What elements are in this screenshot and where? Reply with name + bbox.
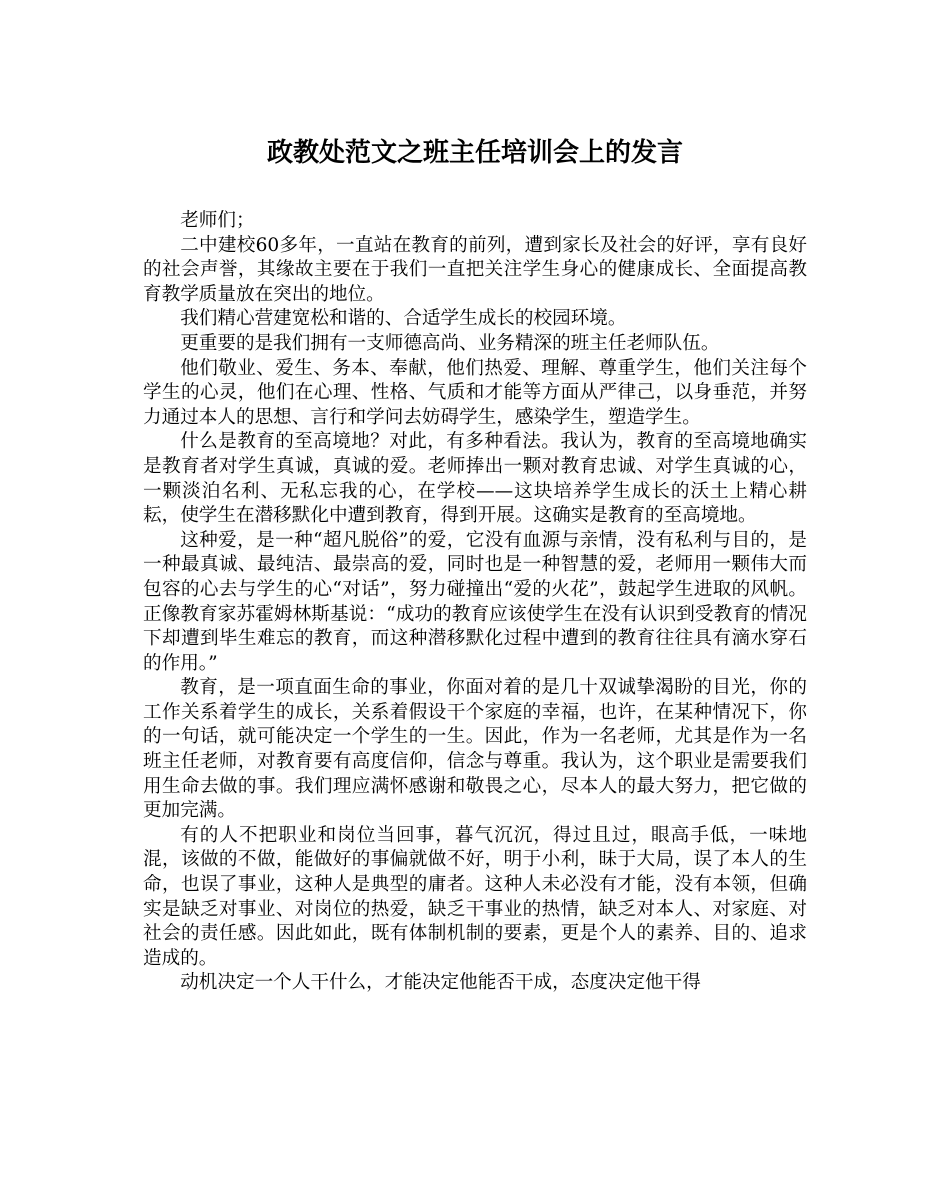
paragraph-greeting: 老师们； (180, 210, 255, 231)
paragraph: 我们精心营建宽松和谐的、合适学生成长的校园环境。 (180, 308, 627, 330)
paragraph: 二中建校60多年，一直站在教育的前列，遭到家长及社会的好评，享有良好的社会声誉，其缘故主要在于我们一直把关注学生身心的健康成长、全面提高教育教学质量放在突出的地位。 (143, 234, 807, 305)
paragraph: 动机决定一个人干什么，才能决定他能否干成，态度决定他干得 (180, 972, 701, 994)
paragraph: 教育，是一项直面生命的事业，你面对着的是几十双诚挚渴盼的目光，你的工作关系着学生的成长，关系着假设干个家庭的幸福，也许，在某种情况下，你的一句话，就可能决定一个学生的一生。因此，作为一名老师，尤其是作为一名班主任老师，对教育要有高度信仰，信念与尊重。我认为，这个职业是需要我们用生命去做的事。我们理应满怀感谢和敬畏之心，尽本人的最大努力，把它做的更加完满。 (143, 677, 807, 822)
document-body (143, 209, 807, 996)
paragraph: 更重要的是我们拥有一支师德高尚、业务精深的班主任老师队伍。 (180, 332, 720, 354)
paragraph: 有的人不把职业和岗位当回事，暮气沉沉，得过且过，眼高手低，一味地混，该做的不做，能做好的事偏就做不好，明于小利，昧于大局，误了本人的生命，也误了事业，这种人是典型的庸者。这种人未必没有才能，没有本领，但确实是缺乏对事业、对岗位的热爱，缺乏干事业的热情，缺乏对本人、对家庭、对社会的责任感。因此如此，既有体制机制的要素，更是个人的素养、目的、追求造成的。 (143, 824, 807, 969)
paragraph: 这种爱，是一种“超凡脱俗”的爱，它没有血源与亲情，没有私利与目的，是一种最真诚、最纯洁、最崇高的爱，同时也是一种智慧的爱，老师用一颗伟大而包容的心去与学生的心“对话”，努力碰撞出“爱的火花”，鼓起学生进取的风帆。正像教育家苏霍姆林斯基说：“成功的教育应该使学生在没有认识到受教育的情况下却遭到毕生难忘的教育，而这种潜移默化过程中遭到的教育往往具有滴水穿石的作用。” (143, 529, 807, 674)
paragraph: 什么是教育的至高境地？对此，有多种看法。我认为，教育的至高境地确实是教育者对学生真诚，真诚的爱。老师捧出一颗对教育忠诚、对学生真诚的心，一颗淡泊名利、无私忘我的心，在学校——这块培养学生成长的沃土上精心耕耘，使学生在潜移默化中遭到教育，得到开展。这确实是教育的至高境地。 (143, 431, 807, 527)
paragraph: 他们敬业、爱生、务本、奉献，他们热爱、理解、尊重学生，他们关注每个学生的心灵，他们在心理、性格、气质和才能等方面从严律己，以身垂范，并努力通过本人的思想、言行和学问去妨碍学生，感染学生，塑造学生。 (143, 357, 807, 428)
page-title: 政教处范文之班主任培训会上的发言 (266, 138, 683, 168)
